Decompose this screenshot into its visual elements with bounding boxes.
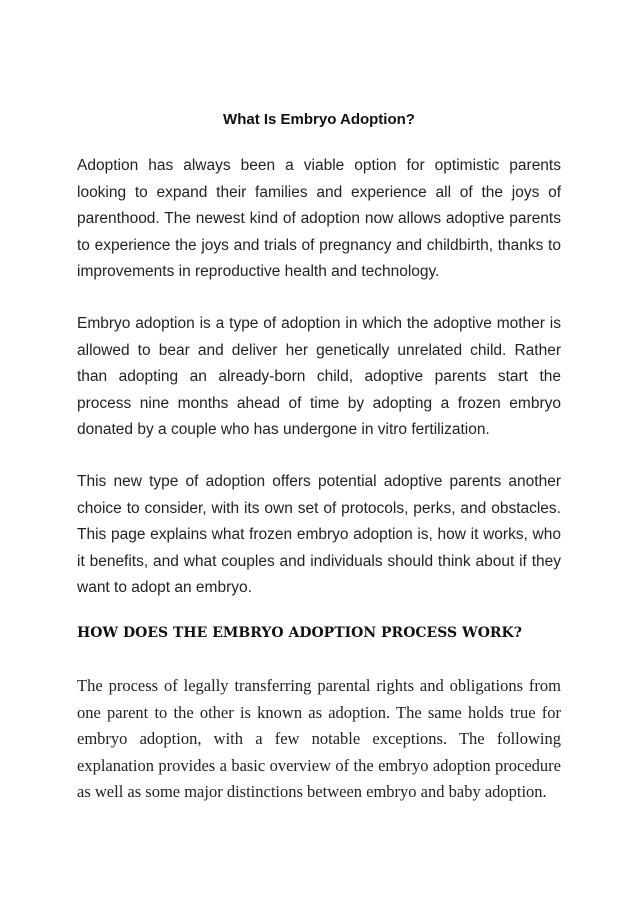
paragraph-definition: Embryo adoption is a type of adoption in which the adoptive mother is allowed to bear and deliver her genetically unrelated child. Rather than adopting an already-born child, adoptive parents start the process nine months ahead of time by adopting a frozen embryo donated by a couple who has undergone in vitro fertilization.	[77, 315, 561, 438]
section-paragraph: The process of legally transferring parental rights and obligations from one parent to the other is known as adoption. The same holds true for embryo adoption, with a few notable exceptions. The following explanation provides a basic overview of the embryo adoption procedure as well as some major distinctions between embryo and baby adoption.	[77, 676, 561, 801]
document-title: What Is Embryo Adoption?	[223, 111, 415, 128]
section-heading: HOW DOES THE EMBRYO ADOPTION PROCESS WORK?	[77, 625, 522, 641]
paragraph-intro: Adoption has always been a viable option for optimistic parents looking to expand their families and experience all of the joys of parenthood. The newest kind of adoption now allows adoptive parents to experience the joys and trials of pregnancy and childbirth, thanks to improvements in reproductive health and technology.	[77, 157, 561, 280]
paragraph-overview: This new type of adoption offers potential adoptive parents another choice to consider, with its own set of protocols, perks, and obstacles. This page explains what frozen embryo adoption is, how it works, who it benefits, and what couples and individuals should think about if they want to adopt an embryo.	[77, 473, 561, 596]
